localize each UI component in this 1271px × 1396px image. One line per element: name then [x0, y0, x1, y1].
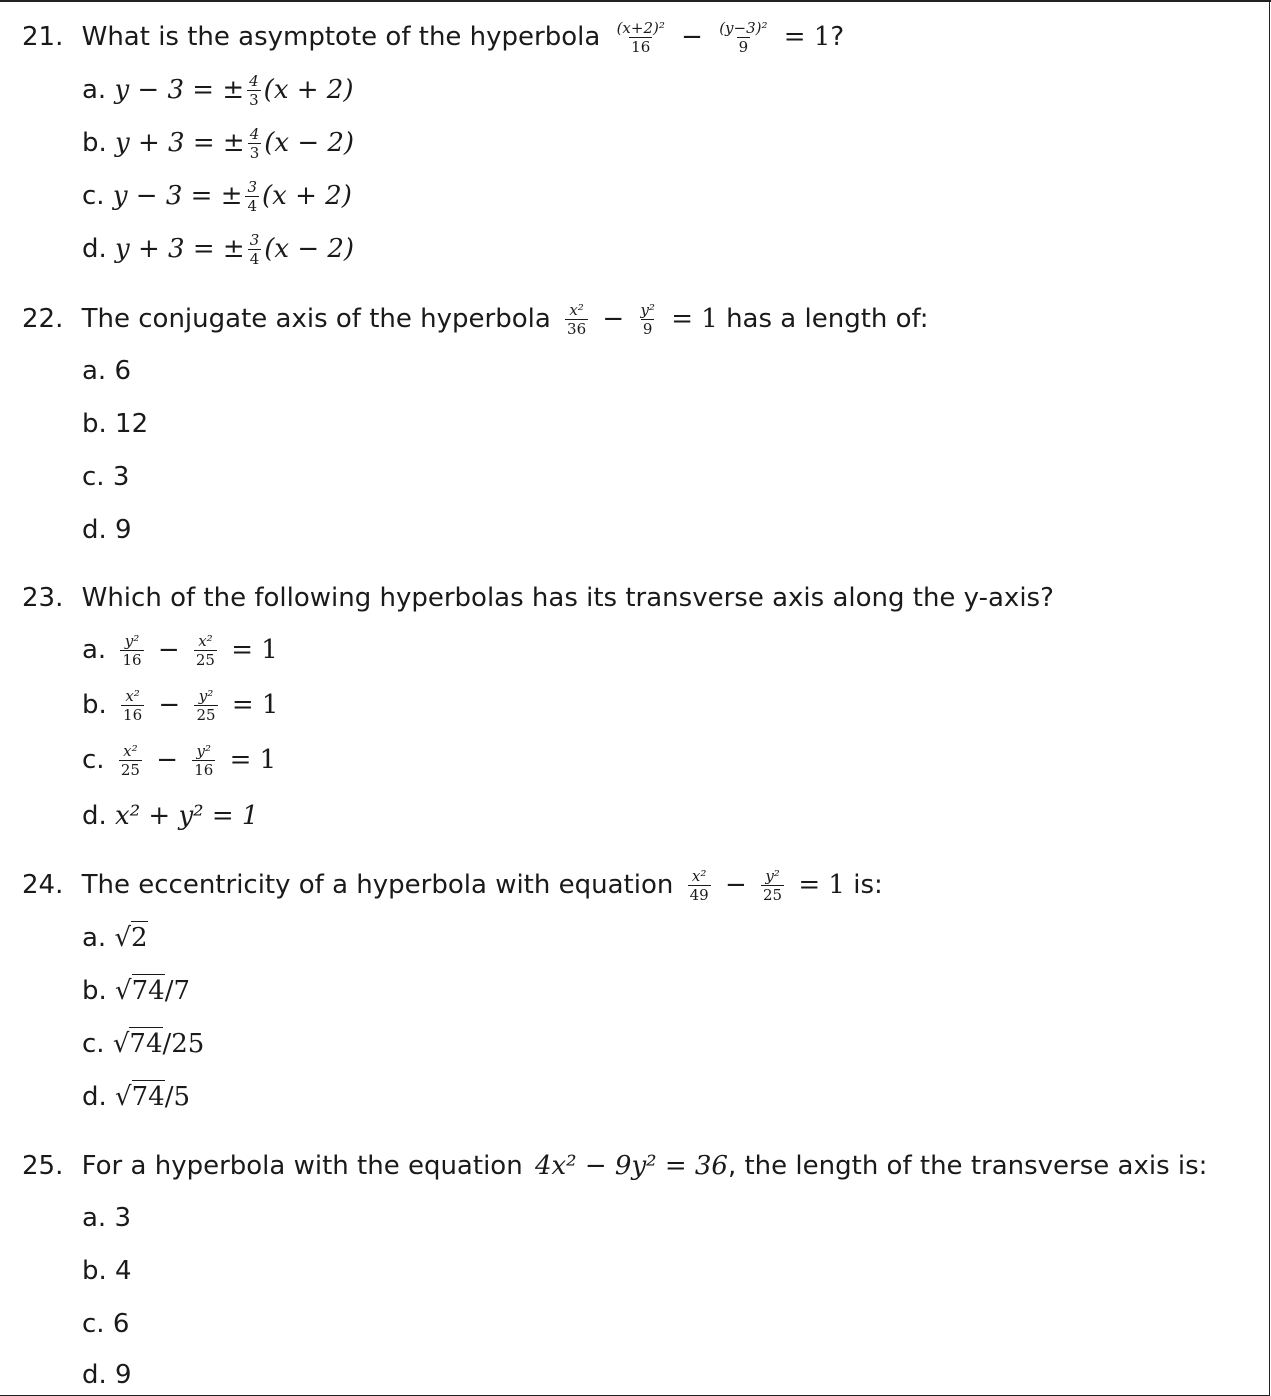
square-root: √2 [114, 923, 148, 953]
option-23d[interactable]: d. x² + y² = 1 [82, 801, 259, 831]
fraction: $\frac{\text{y²}}{25}$ [196, 687, 216, 724]
question-text: Which of the following hyperbolas has its transverse axis along the y-axis? [81, 583, 1054, 613]
fraction: $\frac{3}{4}$ [247, 178, 258, 215]
fraction: $\frac{\text{(y−3)²}}{9}$ [719, 19, 768, 56]
question-text: The eccentricity of a hyperbola with equation [81, 870, 674, 900]
option-21d[interactable]: d. y + 3 = ± $\frac{3}{4}$ (x − 2) [82, 231, 355, 268]
option-23c[interactable]: c. $\frac{\text{x²}}{25}$ − $\frac{\text{y²}}{16}$ = 1 [82, 742, 277, 779]
fraction: $\frac{3}{4}$ [249, 231, 260, 268]
option-24d[interactable]: d. √74/5 [82, 1082, 191, 1112]
option-21a[interactable]: a. y − 3 = ± $\frac{4}{3}$ (x + 2) [82, 72, 354, 109]
fraction: $\frac{\text{x²}}{49}$ [689, 867, 709, 904]
question-text: What is the asymptote of the hyperbola [81, 22, 601, 52]
question-number: 23. [22, 583, 64, 613]
fraction: $\frac{\text{x²}}{25}$ [120, 742, 140, 779]
question-text: For a hyperbola with the equation [81, 1151, 523, 1181]
question-23 [22, 585, 1054, 611]
option-23b[interactable]: b. $\frac{\text{x²}}{16}$ − $\frac{\text{y²}}{25}$ = 1 [82, 687, 279, 724]
square-root: √74 [115, 1082, 165, 1112]
option-24b[interactable]: b. √74/7 [82, 976, 191, 1006]
question-25: 25. For a hyperbola with the equation 4x² − 9y² = 36, the length of the transverse axis is: [22, 1151, 1208, 1181]
option-21b[interactable]: b. y + 3 = ± $\frac{4}{3}$ (x − 2) [82, 125, 355, 162]
question-24: 24. The eccentricity of a hyperbola with equation $\frac{\text{x²}}{49}$ − $\frac{\text{y²}}{25}$ = 1 is: [22, 867, 883, 904]
option-22d[interactable]: d. 9 [82, 515, 132, 545]
option-25a[interactable]: a. 3 [82, 1203, 132, 1233]
fraction: $\frac{\text{(x+2)²}}{16}$ [616, 19, 665, 56]
option-24a[interactable]: a. √2 [82, 923, 148, 953]
question-text: The conjugate axis of the hyperbola [81, 304, 551, 334]
fraction: $\frac{\text{y²}}{16}$ [122, 632, 142, 669]
option-22c[interactable]: c. 3 [82, 462, 130, 492]
question-number: 22. [22, 304, 64, 334]
option-24c[interactable]: c. √74/25 [82, 1029, 205, 1059]
square-root: √74 [115, 976, 165, 1006]
option-25d[interactable]: d. 9 [82, 1360, 132, 1390]
fraction: $\frac{\text{y²}}{16}$ [194, 742, 214, 779]
option-22a[interactable]: a. 6 [82, 356, 132, 386]
option-25b[interactable]: b. 4 [82, 1256, 132, 1286]
top-rule [0, 0, 1271, 2]
option-22b[interactable]: b. 12 [82, 409, 149, 439]
square-root: √74 [112, 1029, 163, 1059]
fraction: $\frac{\text{y²}}{25}$ [763, 867, 783, 904]
question-number: 25. [22, 1151, 64, 1181]
fraction: $\frac{\text{x²}}{16}$ [123, 687, 143, 724]
fraction: $\frac{\text{x²}}{25}$ [195, 632, 215, 669]
fraction: $\frac{\text{y²}}{9}$ [640, 301, 655, 338]
question-number: 21. [22, 22, 64, 52]
question-21: 21. What is the asymptote of the hyperbola $\frac{\text{(x+2)²}}{16}$ − $\frac{\text{(y−3)²}}{9}$ = 1? [22, 19, 845, 56]
fraction: $\frac{\text{x²}}{36}$ [567, 301, 587, 338]
option-23a[interactable]: a. $\frac{\text{y²}}{16}$ − $\frac{\text{x²}}{25}$ = 1 [82, 632, 278, 669]
equation: 4x² − 9y² = 36 [534, 1151, 728, 1181]
option-25c[interactable]: c. 6 [82, 1309, 130, 1339]
fraction: $\frac{4}{3}$ [249, 72, 259, 109]
question-number: 24. [22, 870, 64, 900]
option-21c[interactable]: c. y − 3 = ± $\frac{3}{4}$ (x + 2) [82, 178, 352, 215]
fraction: $\frac{4}{3}$ [249, 125, 260, 162]
question-22: 22. The conjugate axis of the hyperbola $\frac{\text{x²}}{36}$ − $\frac{\text{y²}}{9}$ = 1 has a length of: [22, 301, 929, 338]
